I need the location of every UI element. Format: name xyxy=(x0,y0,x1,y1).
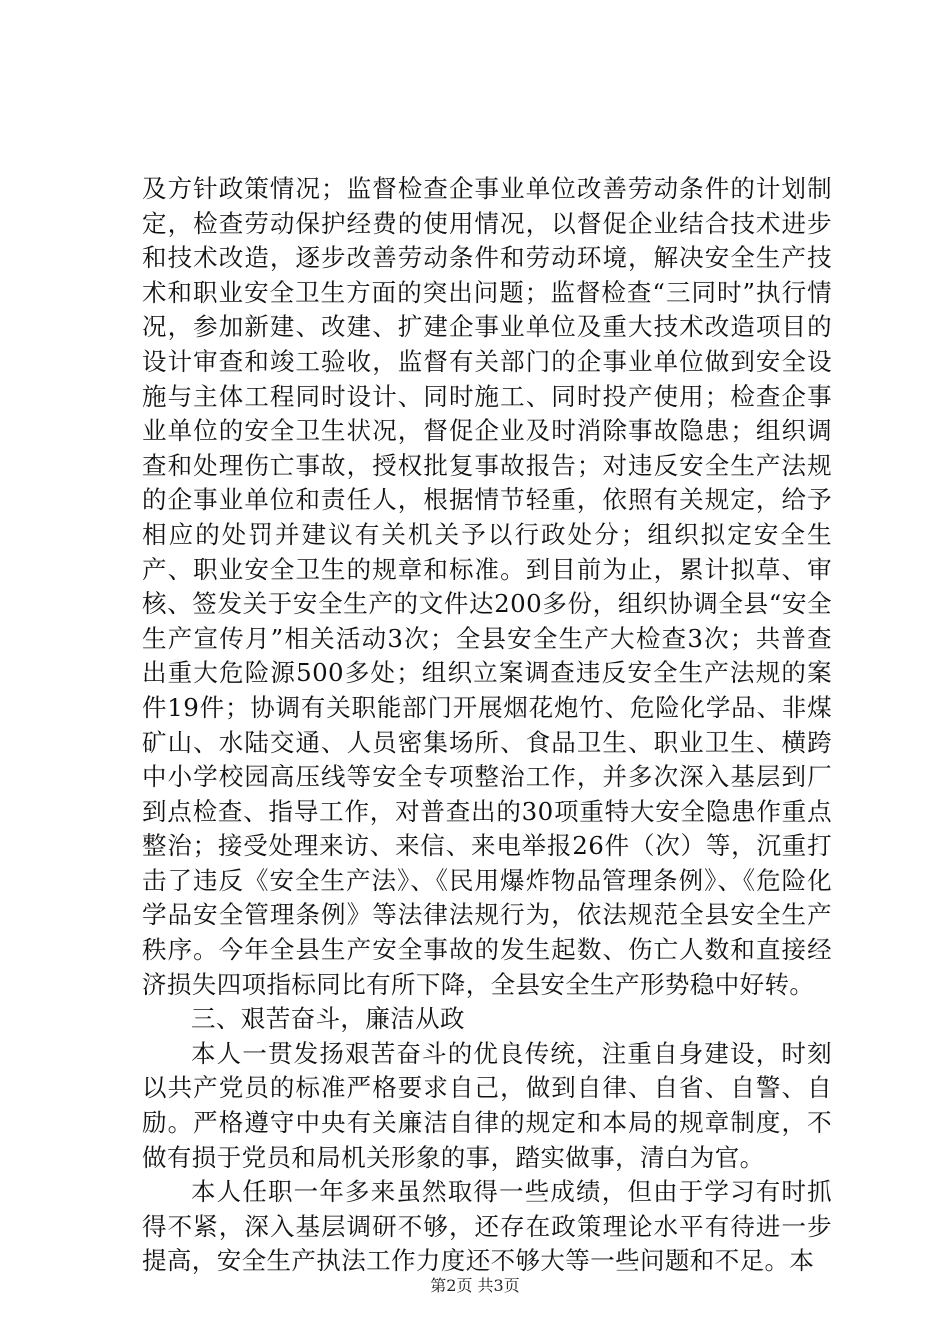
section-heading: 三、艰苦奋斗，廉洁从政 xyxy=(191,1004,465,1034)
paragraph-continuation: 及方针政策情况；监督检查企事业单位改善劳动条件的计划制定，检查劳动保护经费的使用情况，以督促企业结合技术进步和技术改造，逐步改善劳动条件和劳动环境，解决安全生产技术和职业安全卫生方面的突出问题；监督检查“三同时”执行情况，参加新建、改建、扩建企事业单位及重大技术改造项目的设计审查和竣工验收，监督有关部门的企事业单位做到安全设施与主体工程同时设计、同时施工、同时投产使用；检查企事业单位的安全卫生状况，督促企业及时消除事故隐患；组织调查和处理伤亡事故，授权批复事故报告；对违反安全生产法规的企事业单位和责任人，根据情节轻重，依照有关规定，给予相应的处罚并建议有关机关予以行政处分；组织拟定安全生产、职业安全卫生的规章和标准。到目前为止，累计拟草、审核、签发关于安全生产的文件达200多份，组织协调全县“安全生产宣传月”相关活动3次；全县安全生产大检查3次；共普查出重大危险源500多处；组织立案调查违反安全生产法规的案件19件；协调有关职能部门开展烟花炮竹、危险化学品、非煤矿山、水陆交通、人员密集场所、食品卫生、职业卫生、横跨中小学校园高压线等安全专项整治工作，并多次深入基层到厂到点检查、指导工作，对普查出的30项重特大安全隐患作重点整治；接受处理来访、来信、来电举报26件（次）等，沉重打击了违反《安全生产法》、《民用爆炸物品管理条例》、《危险化学品安全管理条例》等法律法规行为，依法规范全县安全生产秩序。今年全县生产安全事故的发生起数、伤亡人数和直接经济损失四项指标同比有所下降，全县安全生产形势稳中好转。 xyxy=(142,174,832,999)
body-text xyxy=(142,172,832,1279)
paragraph-shortcomings: 本人任职一年多来虽然取得一些成绩，但由于学习有时抓得不紧，深入基层调研不够，还存在政策理论水平有待进一步提高，安全生产执法工作力度还不够大等一些问题和不足。本 xyxy=(142,1177,832,1276)
paragraph-integrity: 本人一贯发扬艰苦奋斗的优良传统，注重自身建设，时刻以共产党员的标准严格要求自己，做到自律、自省、自警、自励。严格遵守中央有关廉洁自律的规定和本局的规章制度，不做有损于党员和局机关形象的事，踏实做事，清白为官。 xyxy=(142,1038,832,1172)
page-footer: 第2页 共3页 xyxy=(430,1276,520,1295)
